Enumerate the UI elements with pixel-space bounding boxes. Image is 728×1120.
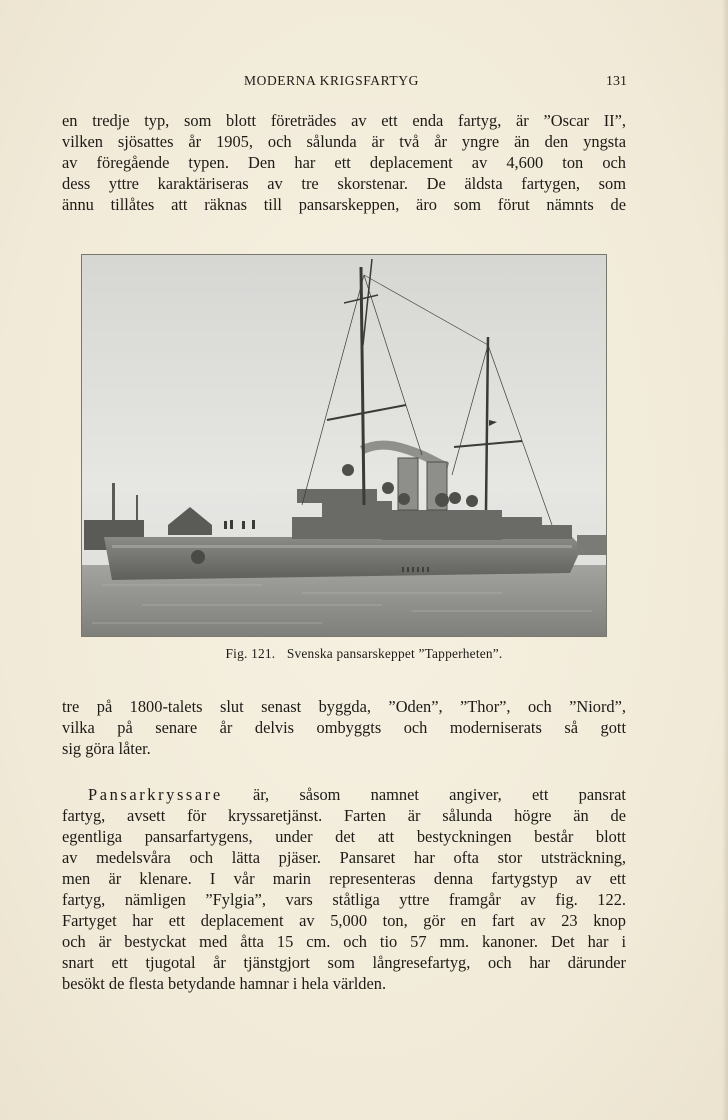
running-title: MODERNA KRIGSFARTYG — [244, 73, 419, 88]
emphasized-term: Pansarkryssare — [88, 785, 223, 804]
text-line: snart ett tjugotal år tjänstgjort som långresefartyg, och har därunder — [62, 953, 626, 972]
text-line: Fartyget har ett deplacement av 5,000 ton, gör en fart av 23 knop — [62, 911, 626, 930]
text-line-rest: är, såsom namnet angiver, ett pansrat — [252, 785, 626, 804]
text-line: men är klenare. I vår marin representeras denna fartygstyp av ett — [62, 869, 626, 888]
text-line: fartyg, nämligen ”Fylgia”, vars ståtliga yttre framgår av fig. 122. — [62, 890, 626, 909]
harbour-right — [577, 535, 606, 555]
text-line: egentliga pansarfartygens, under det att bestyckningen består blott — [62, 827, 626, 846]
paragraph-1 — [62, 110, 626, 215]
text-line: och är bestyckat med åtta 15 cm. och tio 57 mm. kanoner. Det har i — [62, 932, 626, 951]
text-line: tre på 1800-talets slut senast byggda, ”Oden”, ”Thor”, och ”Niord”, — [62, 697, 626, 716]
page-number: 131 — [606, 74, 627, 89]
running-head — [0, 73, 728, 93]
text-line: sig göra låter. — [62, 739, 151, 758]
text-line: fartyg, avsett för kryssaretjänst. Farten är sålunda högre än de — [62, 806, 626, 825]
text-line: vilken sjösattes år 1905, och sålunda är två år yngre än den yngsta — [62, 132, 626, 151]
text-line: vilka på senare år delvis ombyggts och moderniserats så gott — [62, 718, 626, 737]
paragraph-3 — [62, 784, 626, 994]
figure-caption-text: Svenska pansarskeppet ”Tapperheten”. — [286, 646, 503, 661]
text-line: en tredje typ, som blott företrädes av ett enda fartyg, är ”Oscar II”, — [62, 111, 626, 130]
paragraph-2 — [62, 696, 626, 759]
anchor — [191, 550, 205, 564]
text-line: av medelsvåra och lätta pjäser. Pansaret har ofta stor utsträckning, — [62, 848, 626, 867]
ship-photograph — [81, 254, 607, 637]
page-edge-shadow — [722, 0, 728, 1120]
text-line-first — [62, 784, 626, 805]
ship-illustration — [82, 255, 606, 636]
text-line: av föregående typen. Den har ett deplacement av 4,600 ton och — [62, 153, 626, 172]
text-line: besökt de flesta betydande hamnar i hela världen. — [62, 974, 387, 993]
hull-stripe — [112, 545, 572, 548]
text-line: dess yttre karaktäriseras av tre skorstenar. De äldsta fartygen, som — [62, 174, 626, 193]
figure-number: Fig. 121. — [225, 646, 276, 661]
ship-hull — [104, 537, 582, 580]
figure-caption — [0, 646, 728, 662]
text-line: ännu tillåtes att räknas till pansarskeppen, äro som förut nämnts de — [62, 195, 626, 214]
